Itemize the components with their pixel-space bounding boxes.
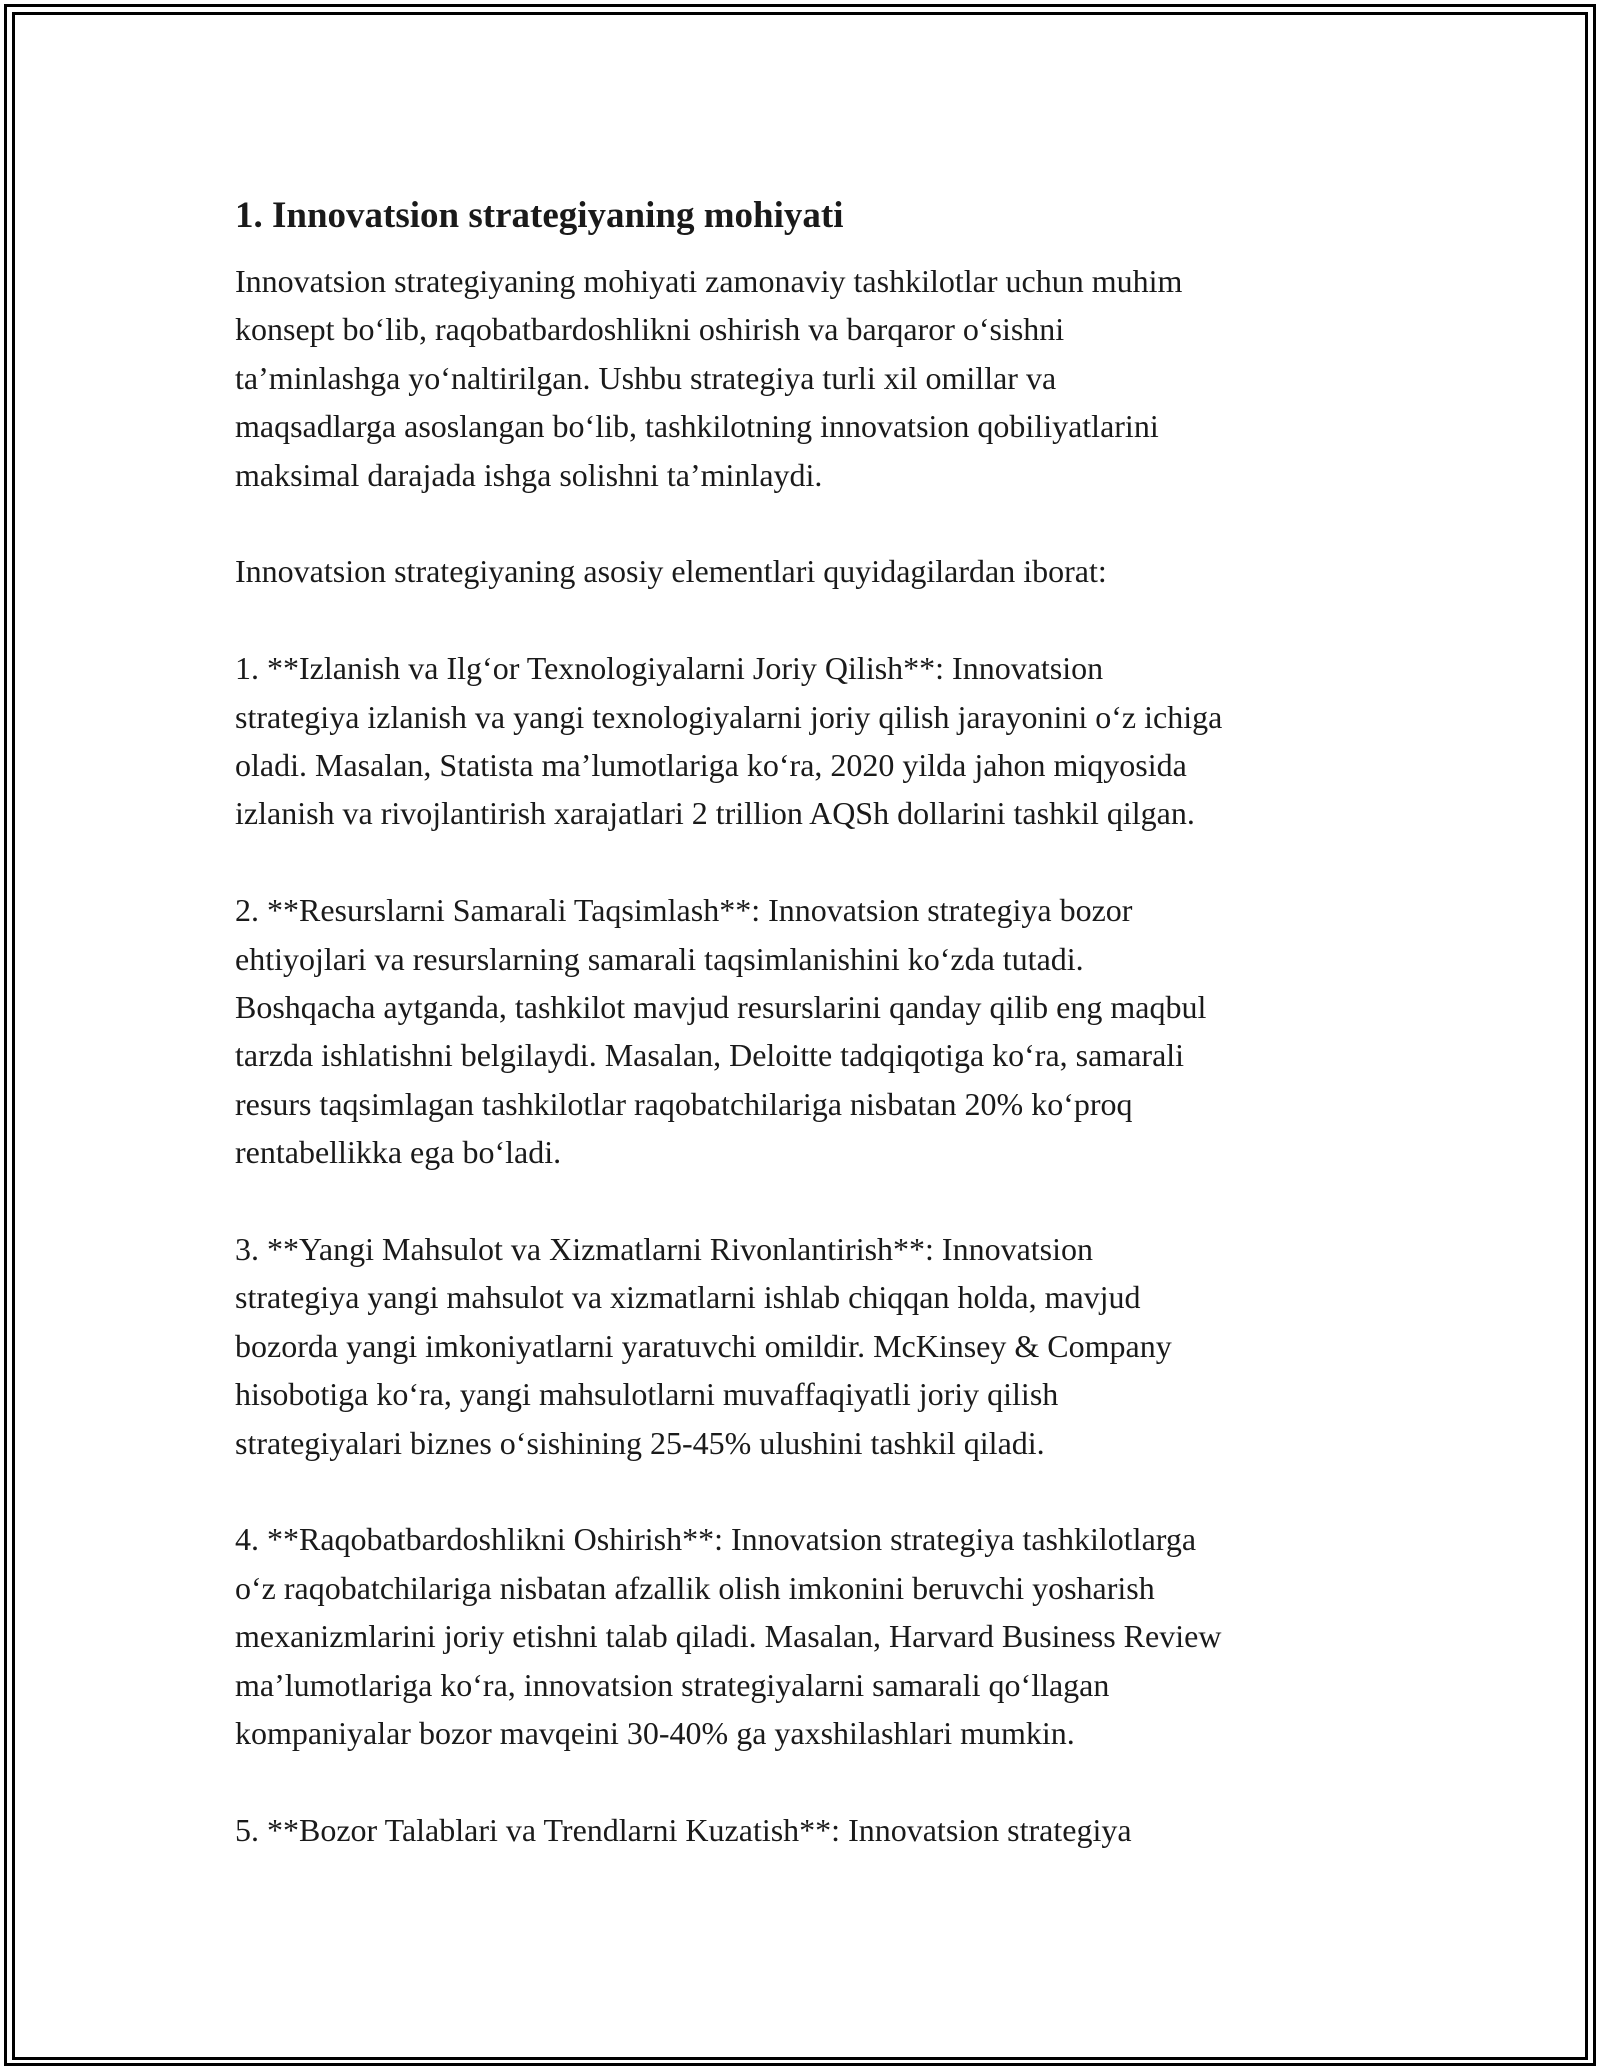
text-line: 4. **Raqobatbardoshlikni Oshirish**: Innovatsion strategiya tashkilotlarga — [235, 1521, 1197, 1558]
text-line: strategiya yangi mahsulot va xizmatlarni ishlab chiqqan holda, mavjud — [235, 1279, 1141, 1316]
text-line: maqsadlarga asoslangan bo‘lib, tashkilotning innovatsion qobiliyatlarini — [235, 408, 1159, 445]
text-line: ehtiyojlari va resurslarning samarali taqsimlanishini ko‘zda tutadi. — [235, 940, 1084, 977]
text-line: oladi. Masalan, Statista ma’lumotlariga ko‘ra, 2020 yilda jahon miqyosida — [235, 747, 1187, 784]
text-line: strategiya izlanish va yangi texnologiyalarni joriy qilish jarayonini o‘z ichiga — [235, 698, 1223, 735]
section-heading: 1. Innovatsion strategiyaning mohiyati — [235, 195, 844, 236]
text-line: bozorda yangi imkoniyatlarni yaratuvchi omildir. McKinsey & Company — [235, 1327, 1172, 1364]
text-line: rentabellikka ega bo‘ladi. — [235, 1134, 562, 1171]
text-line: 2. **Resurslarni Samarali Taqsimlash**: Innovatsion strategiya bozor — [235, 892, 1133, 929]
text-line: kompaniyalar bozor mavqeini 30-40% ga yaxshilashlari mumkin. — [235, 1715, 1075, 1752]
text-line: Boshqacha aytganda, tashkilot mavjud resurslarini qanday qilib eng maqbul — [235, 989, 1207, 1026]
text-line: resurs taqsimlagan tashkilotlar raqobatchilariga nisbatan 20% ko‘proq — [235, 1085, 1133, 1122]
text-line: izlanish va rivojlantirish xarajatlari 2 trillion AQSh dollarini tashkil qilgan. — [235, 795, 1195, 832]
paragraph — [235, 886, 1375, 1176]
paragraph — [235, 1515, 1375, 1757]
text-line: ma’lumotlariga ko‘ra, innovatsion strategiyalarni samarali qo‘llagan — [235, 1666, 1110, 1703]
text-line: Innovatsion strategiyaning asosiy elementlari quyidagilardan iborat: — [235, 553, 1107, 590]
text-line: mexanizmlarini joriy etishni talab qiladi. Masalan, Harvard Business Review — [235, 1618, 1222, 1655]
text-line: ta’minlashga yo‘naltirilgan. Ushbu strategiya turli xil omillar va — [235, 359, 1057, 396]
text-line: maksimal darajada ishga solishni ta’minlaydi. — [235, 456, 823, 493]
paragraph — [235, 1806, 1375, 1854]
text-line: 1. **Izlanish va Ilg‘or Texnologiyalarni Joriy Qilish**: Innovatsion — [235, 650, 1104, 687]
text-line: 3. **Yangi Mahsulot va Xizmatlarni Rivonlantirish**: Innovatsion — [235, 1231, 1094, 1268]
text-line: o‘z raqobatchilariga nisbatan afzallik olish imkonini beruvchi yosharish — [235, 1569, 1155, 1606]
text-line: konsept bo‘lib, raqobatbardoshlikni oshirish va barqaror o‘sishni — [235, 311, 1065, 348]
paragraph — [235, 257, 1375, 499]
document-page — [235, 180, 1375, 1903]
paragraph — [235, 1225, 1375, 1467]
paragraph — [235, 644, 1375, 838]
paragraph — [235, 547, 1375, 595]
text-line: tarzda ishlatishni belgilaydi. Masalan, Deloitte tadqiqotiga ko‘ra, samarali — [235, 1037, 1185, 1074]
document-body — [235, 257, 1375, 1854]
text-line: Innovatsion strategiyaning mohiyati zamonaviy tashkilotlar uchun muhim — [235, 263, 1183, 299]
text-line: 5. **Bozor Talablari va Trendlarni Kuzatish**: Innovatsion strategiya — [235, 1811, 1132, 1848]
text-line: strategiyalari biznes o‘sishining 25-45% ulushini tashkil qiladi. — [235, 1424, 1045, 1461]
text-line: hisobotiga ko‘ra, yangi mahsulotlarni muvaffaqiyatli joriy qilish — [235, 1376, 1059, 1413]
